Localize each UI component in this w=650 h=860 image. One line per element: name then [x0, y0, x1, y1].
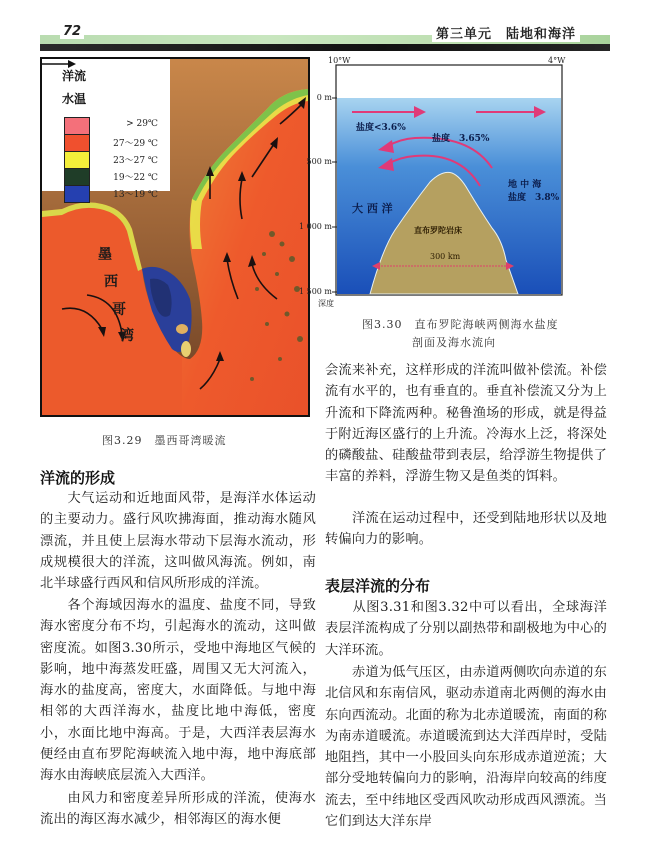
- legend-label-27-29: 27～29 ℃: [113, 139, 158, 149]
- paragraph-density-current: [40, 595, 316, 787]
- paragraph-text: 由风力和密度差异所形成的洋流，使海水流出的海区海水减少，相邻海区的海水便: [40, 791, 316, 828]
- depth-tick-1000: 1 000 m: [298, 222, 332, 231]
- gulf-label-char-2: 西: [104, 274, 118, 290]
- paragraph-compensation-current-cont: [325, 360, 607, 488]
- legend-temp-label: 水温: [62, 92, 87, 106]
- gulf-label-char-4: 湾: [120, 328, 134, 344]
- legend-swatch-27-29: [64, 134, 90, 152]
- gibraltar-salinity-diagram: [298, 56, 620, 310]
- gibraltar-sill-label: 直布罗陀岩床: [414, 225, 462, 235]
- section-title-distribution: 表层洋流的分布: [325, 577, 431, 595]
- paragraph-compensation-current-start: [40, 788, 316, 831]
- depth-tick-500: 500 m: [306, 157, 332, 166]
- paragraph-text: 从图3.31和图3.32中可以看出，全球海洋表层洋流构成了分别以副热带和副极地为中心的大洋环流。: [325, 600, 607, 658]
- current-arrow-icon: [42, 59, 76, 69]
- paragraph-text: 洋流在运动过程中，还受到陆地形状以及地转偏向力的影响。: [325, 511, 607, 548]
- legend-swatch-23-27: [64, 151, 90, 169]
- map-legend: [42, 59, 170, 191]
- paragraph-equatorial-currents: [325, 662, 607, 832]
- section-title-formation: 洋流的形成: [40, 469, 116, 487]
- middle-salinity: 盐度 3.65%: [432, 134, 490, 144]
- figure-3-30-caption-line2: 剖面及海水流向: [412, 336, 496, 349]
- header-dark-band: [40, 44, 610, 51]
- atlantic-surface-salinity: 盐度<3.6%: [356, 123, 406, 133]
- depth-axis-label: 深度: [318, 299, 334, 308]
- legend-label-19-22: 19～22 ℃: [113, 173, 158, 183]
- mediterranean-salinity: 盐度 3.8%: [508, 193, 560, 203]
- unit-title: 第三单元 陆地和海洋: [432, 23, 580, 42]
- gulf-label-char-3: 哥: [112, 302, 126, 318]
- paragraph-wind-current: [40, 488, 316, 594]
- gulf-label-char-1: 墨: [98, 247, 112, 263]
- figure-3-29-caption: 图3.29 墨西哥湾暖流: [102, 434, 227, 447]
- longitude-left-label: 10°W: [328, 56, 351, 65]
- legend-label-13-19: 13～19 ℃: [113, 190, 158, 200]
- sill-width-label: 300 km: [430, 252, 461, 261]
- paragraph-text: 赤道为低气压区，由赤道两侧吹向赤道的东北信风和东南信风，驱动赤道南北两侧的海水由东向西流动。北面的称为北赤道暖流，南面的称为南赤道暖流。赤道暖流到达大洋西岸时，受陆地阻挡，其中一小股回头向东形成赤道逆流；大部分受地转偏向力的影响，沿海岸向较高的纬度流去，至中纬地区受西风吹动形成西风漂流。当它们到达大洋东岸: [325, 665, 607, 830]
- salinity-profile-graphic: [320, 60, 620, 310]
- depth-tick-0: 0 m: [316, 93, 332, 102]
- paragraph-text: 会流来补充，这样形成的洋流叫做补偿流。补偿流有水平的，也有垂直的。垂直补偿流又分为上升流和下降流两种。秘鲁渔场的形成，就是得益于附近海区盛行的上升流。冷海水上泛，将深处的磷酸盐、硅酸盐带到表层，给浮游生物提供了丰富的养料，浮游生物又是鱼类的饵料。: [325, 363, 607, 485]
- paragraph-ocean-gyres: [325, 597, 607, 661]
- depth-tick-1500: 1 500 m: [298, 287, 332, 296]
- legend-swatch-above-29: [64, 117, 90, 135]
- page-header: [40, 24, 610, 52]
- mediterranean-label: 地 中 海: [508, 180, 542, 190]
- paragraph-land-coriolis: [325, 508, 607, 551]
- gulf-stream-map: [40, 57, 310, 417]
- legend-swatch-19-22: [64, 168, 90, 186]
- page-number: 72: [60, 24, 84, 39]
- legend-current-label: 洋流: [62, 69, 87, 83]
- legend-label-23-27: 23～27 ℃: [113, 156, 158, 166]
- legend-swatch-13-19: [64, 185, 90, 203]
- legend-label-above-29: > 29℃: [126, 119, 158, 129]
- longitude-right-label: 4°W: [548, 56, 566, 65]
- figure-3-30-caption-line1: 图3.30 直布罗陀海峡两侧海水盐度: [362, 318, 559, 331]
- atlantic-label: 大 西 洋: [352, 202, 393, 215]
- paragraph-text: 各个海域因海水的温度、盐度不同，导致海水密度分布不均，引起海水的流动，这叫做密度流。如图3.30所示，受地中海地区气候的影响，地中海蒸发旺盛，周围又无大河流入，海水的盐度高，密度大，水面降低。与地中海相邻的大西洋海水，盐度比地中海低，密度小，水面比地中海高。于是，大西洋表层海水便经由直布罗陀海峡流入地中海，地中海底部海水由海峡底层流入大西洋。: [40, 598, 316, 784]
- paragraph-text: 大气运动和近地面风带，是海洋水体运动的主要动力。盛行风吹拂海面，推动海水随风漂流，并且使上层海水带动下层海水流动，形成规模很大的洋流，这叫做风海流。例如，南北半球盛行西风和信风所形成的洋流。: [40, 491, 316, 592]
